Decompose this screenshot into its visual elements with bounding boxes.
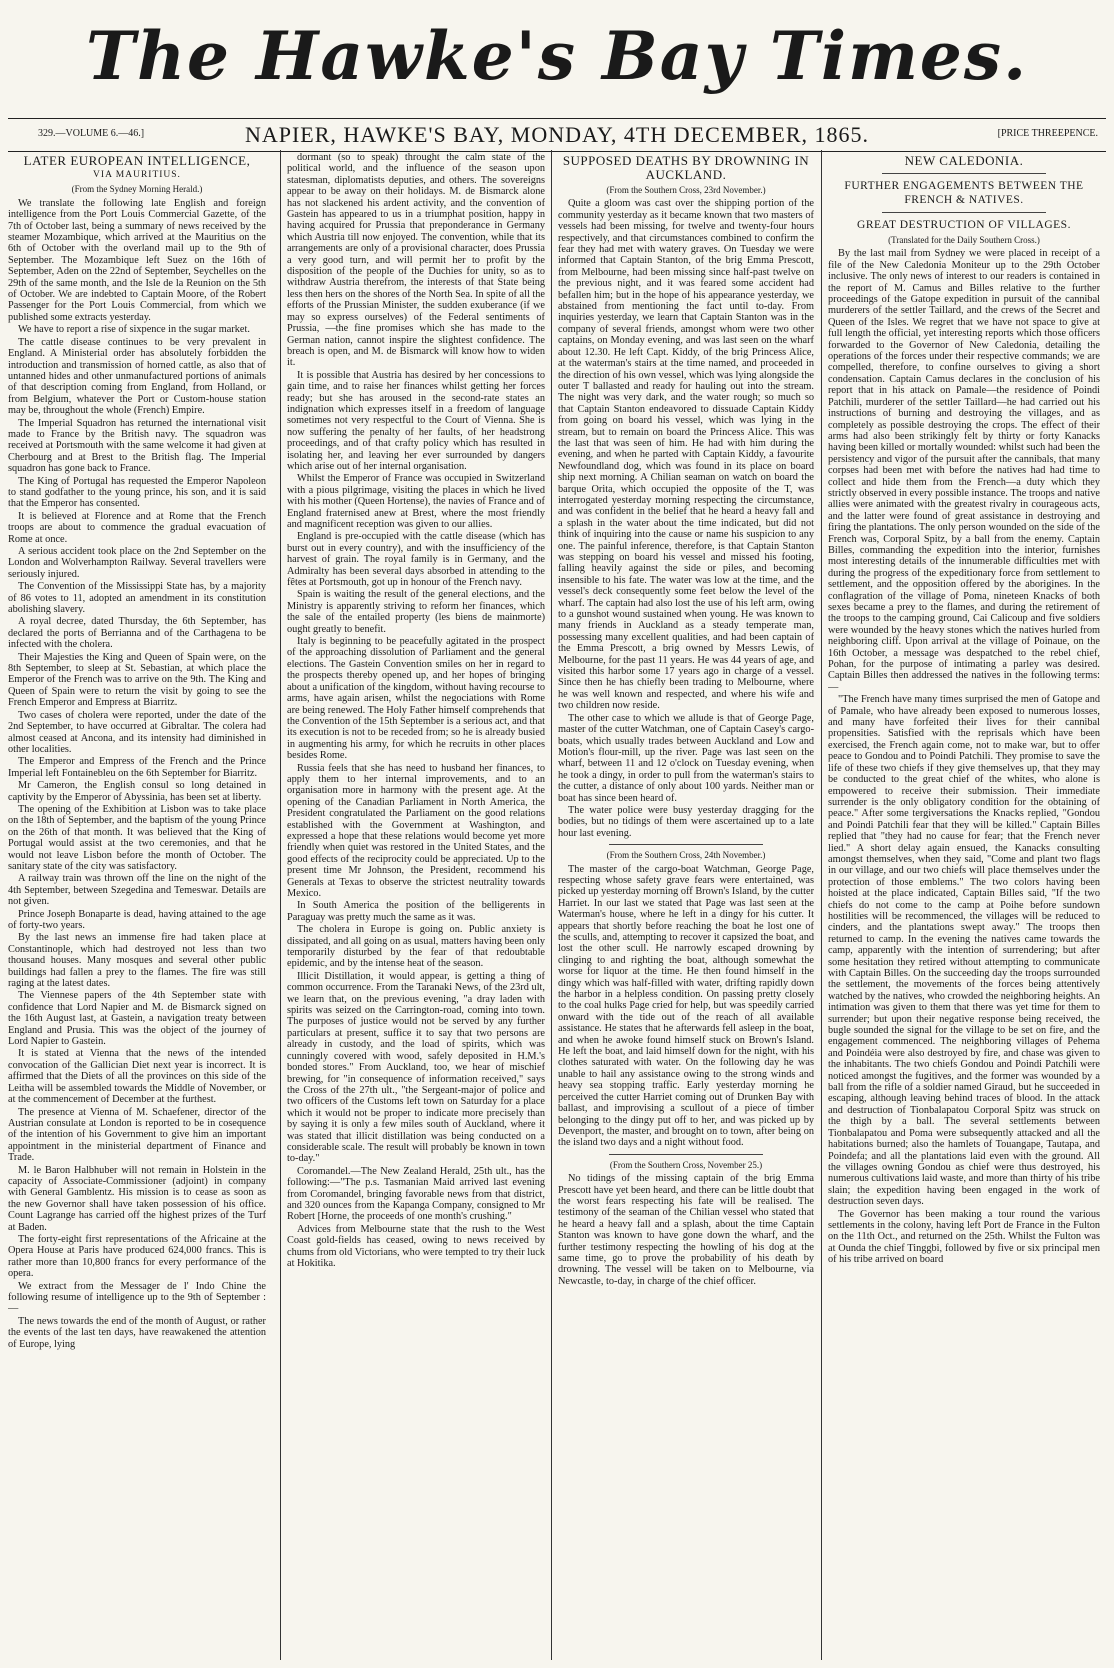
dateline (8, 122, 1106, 152)
column-divider (280, 150, 281, 1660)
article-credit: (From the Southern Cross, November 25.) (609, 1159, 763, 1170)
paragraph: dormant (so to speak) throught the calm state of the political world, and the influence of the season upon statesman, diplomatists deputies, and others. The sovereigns appear to be away on their holidays. M. de Bismarck alone has not slackened his ardent activity, and the convention of Gastein has appeared to us in a triumphat position, happy in having acquired for Prussia that preponderance in Germany which Austria till now enjoyed. The convention, while that its arrangements are only of a provisional character, does Prussia a very good turn, and will permit her to profit by the disposition of the people of the Duchies for unity, so as to withdraw Austria therefrom, the interests of that State being less then hers on the shores of the North Sea. In spite of all the efforts of the Prussian Minister, the sudden exuberance (if we may so express ourselves) of the Federal sentiments of Prussia, —the fine promises which she has made to the German nation, cannot inspire the slightest confidence. The breach is open, and M. de Bismarck will know how to widen it. (287, 152, 545, 369)
paragraph: The cholera in Europe is going on. Public anxiety is dissipated, and all going on as usual, matters having been only temporarily disturbed by the fear of that redoubtable epidemic, and by the intense heat of the season. (287, 924, 545, 970)
article-headline: SUPPOSED DEATHS BY DROWNING IN AUCKLAND. (562, 153, 810, 182)
top-rule (8, 118, 1106, 119)
paragraph: We translate the following late English and foreign intelligence from the Port Louis Commercial Gazette, of the 7th of October last, being a summary of news received by the steamer Mozambique, which arrived at the Mauritius on the 6th of October with the overland mail up to the 9th of September. The Mozambique left Suez on the 16th of September, Aden on the 22nd of September, Seychelles on the 29th of the same month, and the Isle de la Reunion on the 5th of October. We are indebted to Captain Moore, of the Robert Passenger for the Port Louis Commercial, from which we published some extracts yesterday. (8, 197, 266, 323)
paragraph: England is pre-occupied with the cattle disease (which has burst out in every country), and with the insufficiency of the harvest of grain. The royal family is in Germany, and the Admiralty has been several days absorbed in attending to the fêtes at Portsmouth, got up in honour of the French navy. (287, 531, 545, 589)
paragraph: Prince Joseph Bonaparte is dead, having attained to the age of forty-two years. (8, 908, 266, 931)
article-headline: LATER EUROPEAN INTELLIGENCE, (23, 153, 251, 168)
masthead-title: The Hawke's Bay Times. (85, 17, 1029, 95)
paragraph: It is stated at Vienna that the news of the intended convocation of the Gallician Diet next year is incorrect. It is affirmed that the Diets of all the provinces on this side of the Leitha will be assembled towards the Middle of November, or at the commencement of December at the furthest. (8, 1048, 266, 1106)
paragraph: In South America the position of the belligerents in Paraguay was pretty much the same as it was. (287, 900, 545, 923)
paragraph: Italy is beginning to be peacefully agitated in the prospect of the approaching dissolution of Parliament and the general elections. The Gastein Convention smiles on her in regard to the prospects thereby opened up, and her hopes of bringing about a unification of the kingdom, without having recourse to arms, have again arisen, whilst the negociations with Rome are being renewed. The Holy Father himself comprehends that the Convention of the 15th September is a serious act, and that its execution is not to be receded from; so he is already busied in augmenting his army, for which he recruits in other places besides Rome. (287, 636, 545, 762)
price: [PRICE THREEPENCE. (997, 128, 1098, 139)
paragraph: Advices from Melbourne state that the rush to the West Coast gold-fields has ceased, owing to news received by chums from old Victorians, who were tempted to try their luck at Hokitika. (287, 1223, 545, 1269)
place-date: NAPIER, HAWKE'S BAY, MONDAY, 4TH DECEMBER, 1865. (244, 122, 870, 147)
article-credit: (From the Southern Cross, 23rd November.) (606, 185, 766, 195)
volume-number: 329.—VOLUME 6.—46.] (38, 128, 145, 139)
column-2 (287, 152, 545, 1660)
paragraph: By the last mail from Sydney we were placed in receipt of a file of the New Caledonia Moniteur up to the 29th October inclusive. The only news of interest to our readers is contained in the report of M. Camus and Billes relative to the further proceedings of the Gatope expedition in pursuit of the cannibal murderers of the settler Taillard, and the crews of the Secret and Queen of the Isles. We regret that we have not space to give at full length the official, yet interesting reports which those officers forwarded to the Governor of New Caledonia, detailing the operations of the forces under their respective commands; we are compelled, therefore, to confine ourselves to giving a short condensation. Captain Camus declares in the conclusion of his report that in his attack on Pamale—the residence of Poindi Patchili, murderer of the settler Taillard—he had carried out his instructions of burning and destroying the villages, and as completely as possible destroying the crops. The effect of their arms had also been strikingly felt by thirty or forty Kanacks having been killed or mortally wounded: whilst such had been the persistency and vigor of the pursuit after the cannibals, that many corpses had been met with before the natives had had time to collect and hide them from the French—a duty which they strictly observed in every possible instance. The troops and native allies were animated with the greatest rivalry in courageous acts, and the latter were found of great assistance in destroying and firing the plantations. The only person wounded on the side of the French was, Corporal Spitz, by a ball from the enemy. Captain Billes, commanding the expedition into the interior, furnishes most interesting details of the innumerable difficulties met with during the progress of the expeditionary force from settlement to settlement, and the opposition offered by the aborigines. In the conflagration of the village of Poma, nineteen Knacks of both sexes became a prey to the flames, and during the retirement of the troops to the camping ground, Cai Calicoup and five soldiers were wounded by the heavy stones which the natives hurled from neighboring cliff. Upon arrival at the village of Poinaue, on the 16th October, a message was despatched to the rebel chief, Pohan, for the purpose of intimating a parley was desired. Captain Billes then addressed the natives in the following terms:— (828, 248, 1100, 693)
article-credit: (From the Southern Cross, 24th November.) (606, 850, 766, 861)
column-1 (8, 152, 266, 1660)
paragraph: Whilst the Emperor of France was occupied in Switzerland with a pious pilgrimage, visiting the places in which he lived with his mother (Queen Hortense), the navies of France and of England fraternised anew at Brest, where the most friendly and magnificent reception was given to our allies. (287, 473, 545, 530)
article-headline: NEW CALEDONIA. (904, 153, 1024, 168)
paragraph: The master of the cargo-boat Watchman, George Page, respecting whose safety grave fears were entertained, was picked up yesterday morning off Brown's Island, by the cutter Harriet. In our last we stated that Page was last seen at the Waterman's house, where he left in a dingy for his cutter. It appears that shortly before reaching the boat he lost one of the sculls, and, attempting to recover it capsized the boat, and lost the other scull. He narrowly escaped drowning by clinging to and righting the boat, although somewhat the worse for liquor at the time. He then found himself in the dingy which was half-filled with water, drifting rapidly down the harbor in a helpless condition. On passing pretty closely to the coal hulks Page cried for help, but was speedily carried onward with the tide out of the reach of all available assistance. He states that he afterwards fell asleep in the boat, and when he awoke found himself stuck on Brown's Island. He left the boat, and laid himself down for the night, with his clothes saturated with water. On the following day he was unable to hail any assistance owing to the strong winds and heavy sea stopping traffic. Early yesterday morning he perceived the cutter Harriet coming out of Drunken Bay with ballast, and improvising a scullout of a piece of timber belonging to the dingy put off to her, and was picked up by Devenport, the master, and brought on to town, after being on the island two days and a night without food. (558, 863, 814, 1149)
article-subhead: VIA MAURITIUS. (93, 170, 181, 180)
paragraph: The Convention of the Mississippi State has, by a majority of 86 votes to 11, adopted an amendment in its constitution abolishing slavery. (8, 581, 266, 616)
paragraph: "The French have many times surprised the men of Gatope and of Pamale, who have already been exposed to numerous losses, and many have forfeited their lives for their cannibal propensities. Satisfied with the reprisals which have been exercised, the French again come, not to make war, but to offer peace to Gondou and to Poindi Patchili. They promise to save the life of these two chiefs if they give themselves up, that they may be conducted to the great chief of the whites, who alone is empowered to receive their submission. Their immediate surrender is the only obligatory condition for the obtaining of peace." After some tergiversations the Knacks replied, "Gondou and Poindi Patchili fear that they will be killed." Captain Billes replied that "they had no cause for fear; that the French never lied." A short delay again ensued, the Kanacks consulting amongst themselves, when they said, "Come and plant two flags in our village, and our two chiefs will place themselves under the protection of those emblems." The two colors having been hoisted at the place indicated, Captain Billes said, "If the two chiefs do not come to the camp at Poihe before sundown hostilities will be recommenced, the villages will be reduced to cinders, and the plantations swept away." The troops then returned to camp. In the evening the natives came towards the camp, apparently with the intention of surrendering; but after some hesitation they retired without attempting to communicate with Captain Billes. On the succeeding day the troops surrounded the settlement, the movements of the forces being attentively watched by the natives, who crowded the neighboring heights. An intimation was given to them that there was yet time for them to surrender; but upon their negative response being received, the bugle sounded the signal for the village to be set on fire, and the engagement commenced. The neighboring villages of Pehema and Poindéia were also destroyed by fire, and chase was given to the inhabitants. The two chiefs Gondou and Poindi Patchili were noticed amongst the fugitives, and the former was wounded by a ball from the rifle of a soldier named Giraud, but he succeeded in escaping, although leaving behind traces of blood. In the attack and destruction of Tionbalapatou Corporal Spitz was struck on the thigh by a ball. The several settlements between Tionbalapatou and Poma were subsequently attacked and all the habitations burned; also the hamlets of Touangape, Tautapa, and Poindefa; and all the plantations laid even with the ground. All the villages owning Gondou as chief were thus destroyed, his numerous cultivations laid waste, and more than thirty of his tribe slain; the expedition having been engaged in the work of destruction seven days. (828, 694, 1100, 1208)
paragraph: A royal decree, dated Thursday, the 6th September, has declared the ports of Berrianna and of the Carthagena to be infected with the cholera. (8, 616, 266, 651)
paragraph: The other case to which we allude is that of George Page, master of the cutter Watchman, one of Captain Casey's cargo-boats, which usually trades between Auckland and Low and Motion's flour-mill, up the river. Page was last seen on the wharf, between 11 and 12 o'clock on Tuesday evening, when he took a dingy, in order to pull from the waterman's stairs to the cutter, a distance of only about 100 yards. Neither man or boat has since been heard of. (558, 712, 814, 804)
paragraph: The King of Portugal has requested the Emperor Napoleon to stand godfather to the young prince, his son, and it is said that the Emperor has consented. (8, 475, 266, 510)
paragraph: Coromandel.—The New Zealand Herald, 25th ult., has the following:—"The p.s. Tasmanian Maid arrived last evening from Coromandel, bringing favorable news from that district, and 320 ounces from the Kapanga Company, consigned to Mr Robert [Horne, the proceeds of one month's crushing." (287, 1165, 545, 1223)
paragraph: The Governor has been making a tour round the various settlements in the colony, having left Port de France in the Fulton on the 11th Oct., and returned on the 25th. Whilst the Fulton was at Ounda the chief Tinggbi, followed by five or six principal men of his tribe arrived on board (828, 1208, 1100, 1266)
paragraph: Mr Cameron, the English consul so long detained in captivity by the Emperor of Abyssinia, has been set at liberty. (8, 780, 266, 803)
paragraph: The news towards the end of the month of August, or rather the events of the last ten days, have reawakened the attention of Europe, lying (8, 1315, 266, 1350)
article-subhead-2: GREAT DESTRUCTION OF VILLAGES. (857, 219, 1071, 231)
article-body (287, 152, 545, 1269)
paragraph: We extract from the Messager de l' Indo Chine the following resume of intelligence up to the 9th of September :— (8, 1280, 266, 1315)
article-body (828, 248, 1100, 1265)
paragraph: No tidings of the missing captain of the brig Emma Prescott have yet been heard, and there can be little doubt that the worst fears respecting his fate will be realised. The testimony of the seaman of the Chilian vessel who stated that he heard a heavy fall and a splash, about the time Captain Stanton was known to have gone down the wharf, and the further testimony respecting the howling of his dog at the same time, go to prove the probability of his death by drowning. The vessel will be taken on to Melbourne, via Newcastle, to-day, in charge of the chief officer. (558, 1173, 814, 1287)
section-divider (882, 173, 1045, 174)
paragraph: It is believed at Florence and at Rome that the French troops are about to commence the gradual evacuation of Rome at once. (8, 510, 266, 545)
paragraph: The water police were busy yesterday dragging for the bodies, but no tidings of them were ascertained up to a late hour last evening. (558, 804, 814, 839)
paragraph: The Emperor and Empress of the French and the Prince Imperial left Fontainebleu on the 6th September for Biarritz. (8, 756, 266, 779)
section-divider (882, 212, 1045, 213)
article-body (558, 1173, 814, 1287)
paragraph: It is possible that Austria has desired by her concessions to gain time, and to raise her finances whilst getting her forces ready; but she has aroused in the second-rate states an indignation which expresses itself in a freedom of language sometimes not very respectful to the Court of Vienna. She is now suffering the penalty of her faults, of her headstrong proceedings, and of that crafty policy which has resulted in isolating her, and leaving her ever surrounded by dangers which arise out of her internal organisation. (287, 369, 545, 472)
article-body (558, 864, 814, 1149)
paragraph: The Imperial Squadron has returned the international visit made to France by the British navy. The squadron was received at Portsmouth with the same welcome it had given at Cherbourg and at Brest to the British flag. The Imperial squadron has gone back to France. (8, 417, 266, 475)
paragraph: The cattle disease continues to be very prevalent in England. A Ministerial order has absolutely forbidden the introduction and transmission of horned cattle, as also that of untanned hides and other unmanufactured portions of animals of that description coming from England, from Holland, or from Belgium, whatever the Port or Custom-house station may be, throughout the whole (French) Empire. (8, 336, 266, 417)
section-divider (609, 1154, 763, 1155)
column-3 (558, 152, 814, 1660)
paragraph: The forty-eight first representations of the Africaine at the Opera House at Paris have produced 624,000 francs. This is rather more than 10,800 francs for every performance of the opera. (8, 1233, 266, 1280)
paragraph: Quite a gloom was cast over the shipping portion of the community yesterday as it became known that two masters of vessels had been missing, for twelve and twenty-four hours respectively, and that circumstances combined to confirm the fear they had met with watery graves. On Tuesday we were informed that Captain Stanton, of the brig Emma Prescott, from Melbourne, had been missing since half-past twelve on the previous night, and it was feared some accident had befallen him; but in the hope of his appearance yesterday, we abstained from mentioning the fact until to-day. From inquiries yesterday, we learn that Captain Stanton was in the company of several friends, amongst whom were two other captains, on Monday evening, and was last seen on the wharf about 12.30. He left Capt. Kiddy, of the brig Princess Alice, at the waterman's stairs at the time named, and proceeded in the direction of his own vessel, which was lying alongside the outer T ballasted and ready for hauling out into the stream. The night was very dark, and the water rough; so much so that Captain Stanton endeavored to dissuade Captain Kiddy from going on board his vessel, which was lying in the stream, but to remain on board the Princess Alice. This was the last that was seen of him. He had with him during the evening, and when he parted with Captain Kiddy, a favourite Newfoundland dog, which was found in its place on board ship next morning. A Chilian seaman on watch on board the barque Orita, which occupied the opposite of the T, was interrogated yesterday morning respecting the circumstance, and was confident in the belief that he heard a heavy fall and a splash in the water about the time indicated, but did not think of inquiring into the cause or name his suspicion to any one. The painful inference, therefore, is that Captain Stanton was stepping on board his vessel and missed his footing, falling heavily against the side or piles, and becoming insensible to his fate. The water was low at the time, and the vessel's deck consequently some feet below the level of the wharf. The captain had also lost the use of his left arm, owing to a gunshot wound sustained when young. He was known to many friends in Auckland as a steady temperate man, possessing many excellent qualities, and had been captain of the Emma Prescott, a brig owned by Messrs Lewis, of Melbourne, for the past 11 years. He was 44 years of age, and visited this harbor some 17 years ago in charge of a vessel. Since then he has chiefly been trading to Melbourne, where he was well known and respected, and where his wife and two children now reside. (558, 198, 814, 712)
article-body (8, 198, 266, 1350)
column-divider (821, 150, 822, 1660)
paragraph: The opening of the Exhibition at Lisbon was to take place on the 18th of September, and the baptism of the young Prince on the 26th of that month. It was believed that the King of Portugal would assist at the two ceremonies, and that he would not leave Lisbon before the month of October. The sanitary state of the city was satisfactory. (8, 803, 266, 872)
column-4 (828, 152, 1100, 1660)
article-credit: (From the Sydney Morning Herald.) (71, 184, 203, 195)
column-divider (551, 150, 552, 1660)
paragraph: We have to report a rise of sixpence in the sugar market. (18, 324, 250, 336)
paragraph: The presence at Vienna of M. Schaefener, director of the Austrian consulate at London is reported to be in cosequence of the intention of his Government to give him an important appointment in the ministerial department of Finance and Trade. (8, 1106, 266, 1164)
paragraph: By the last news an immense fire had taken place at Constantinople, which had destroyed not less than two thousand houses. Many mosques and several other public buildings had fallen a prey to the flames. The fire was still raging at the latest dates. (8, 932, 266, 990)
paragraph: Two cases of cholera were reported, under the date of the 2nd September, to have occurred at Gibraltar. The colera had almost ceased at Ancona, and its intensity had diminished in other localities. (8, 709, 266, 755)
article-subhead: FURTHER ENGAGEMENTS BETWEEN THE FRENCH & NATIVES. (844, 180, 1084, 206)
paragraph: The Viennese papers of the 4th September state with confidence that Lord Napier and M. de Bismarck signed on the 16th August last, at Gastein, a navigation treaty between England and Prusia. This was the object of the journey of Lord Napier to Gastein. (8, 990, 266, 1048)
paragraph: M. le Baron Halbhuber will not remain in Holstein in the capacity of Associate-Commissioner (adjoint) in company with General Gamblentz. His mission is to cease as soon as the new Governor shall have taken possession of his office. Count Lagrange has carried off the highest prizes of the Turf at Baden. (8, 1164, 266, 1233)
paragraph: A serious accident took place on the 2nd September on the London and Wolverhampton Railway. Several travellers were seriously injured. (8, 546, 266, 580)
paragraph: A railway train was thrown off the line on the night of the 4th September, between Szegedina and Temeswar. Details are not given. (8, 873, 266, 908)
article-body (558, 198, 814, 839)
section-divider (609, 844, 763, 845)
paragraph: Their Majesties the King and Queen of Spain were, on the 8th September, to sleep at St. Sebastian, at which place the Emperor of the French was to arrive on the 9th. The King and Queen of Spain were to return the visit by going to see the French Emperor and Empress at Biarritz. (8, 651, 266, 709)
paragraph: Spain is waiting the result of the general elections, and the Ministry is apparently striving to reform her finances, which the sale of the entailed property (les biens de mainmorte) ought greatly to benefit. (287, 589, 545, 635)
article-credit: (Translated for the Daily Southern Cross.) (888, 235, 1040, 245)
paragraph: Russia feels that she has need to husband her finances, to apply them to her internal improvements, and to an organisation more in harmony with the present age. At the opening of the Canadian Parliament in North America, the President congratulated the Parliament on the good relations established with the Government at Washington, and expressed a hope that these relations would become yet more friendly when quiet was restored in the United States, and the good effects of the reciprocity could be appreciated. Up to the present time Mr Johnson, the President, recommend his Generals at Texas to observe the strictest neutrality towards Mexico. (287, 762, 545, 899)
paragraph: Illicit Distillation, it would appear, is getting a thing of common occurrence. From the Taranaki News, of the 23rd ult, we learn that, on the previous evening, "a dray laden with spirits was seized on the Carrington-road, coming into town. The purposes of justice would not be served by any further particulars at present, suffice it to say that two persons are already in custody, and the load of spirits, which was cunningly covered with wood, safely deposited in H.M.'s bonded stores." From Auckland, too, we hear of mischief brewing, for "in consequence of information received," says the Cross of the 27th ult., "the Sergeant-major of police and two officers of the Customs left town on Saturday for a place which it would not be proper to indicate more precisely than by saying it is only a few miles south of Auckland, where it was stated that illicit distillation was being conducted on a considerable scale. The result will probably be known in town to-day." (287, 970, 545, 1165)
